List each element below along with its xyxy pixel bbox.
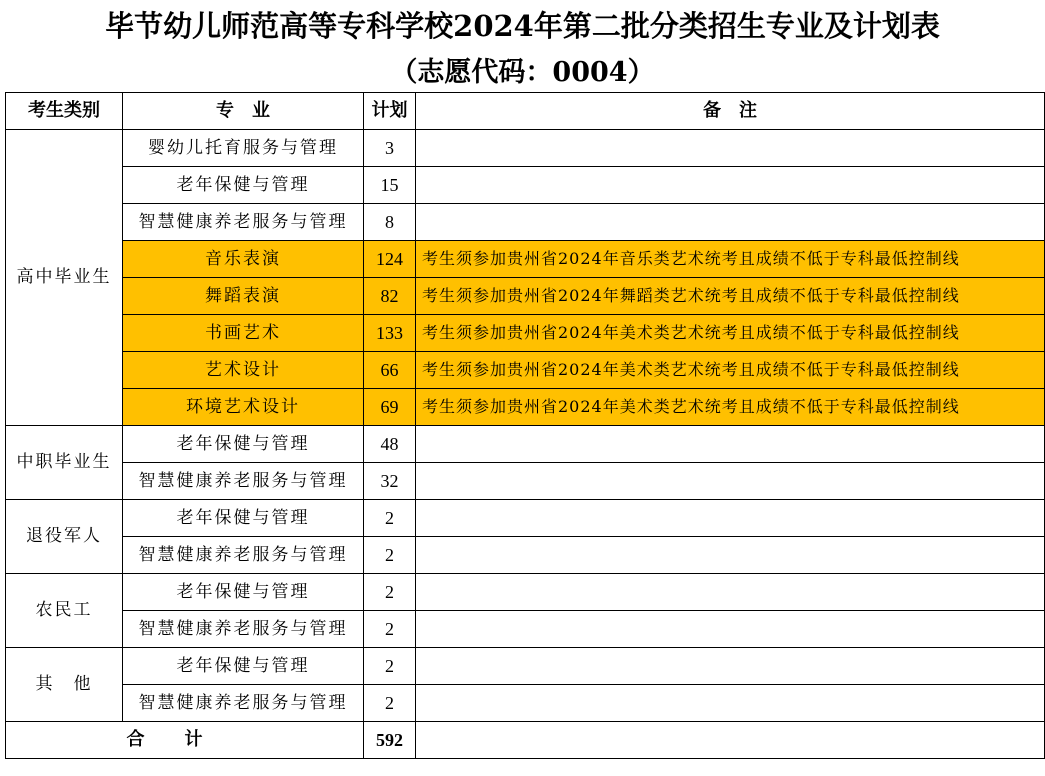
category-cell: 农民工	[6, 574, 123, 648]
plan-cell: 2	[364, 537, 416, 574]
major-cell: 音乐表演	[123, 241, 364, 278]
total-value: 592	[364, 722, 416, 759]
total-note-cell	[416, 722, 1045, 759]
major-cell: 老年保健与管理	[123, 500, 364, 537]
major-cell: 书画艺术	[123, 315, 364, 352]
note-cell: 考生须参加贵州省2024年美术类艺术统考且成绩不低于专科最低控制线	[416, 352, 1045, 389]
table-row	[6, 574, 1045, 611]
major-cell: 老年保健与管理	[123, 648, 364, 685]
header-major: 专 业	[123, 93, 364, 130]
category-cell: 退役军人	[6, 500, 123, 574]
table-row	[6, 537, 1045, 574]
page-title: 毕节幼儿师范高等专科学校2024年第二批分类招生专业及计划表	[105, 9, 940, 43]
plan-cell: 69	[364, 389, 416, 426]
note-cell	[416, 167, 1045, 204]
category-cell: 中职毕业生	[6, 426, 123, 500]
table-row	[6, 130, 1045, 167]
note-cell	[416, 130, 1045, 167]
plan-cell: 82	[364, 278, 416, 315]
table-row	[6, 204, 1045, 241]
table-row	[6, 611, 1045, 648]
note-cell: 考生须参加贵州省2024年音乐类艺术统考且成绩不低于专科最低控制线	[416, 241, 1045, 278]
category-cell: 高中毕业生	[6, 130, 123, 426]
plan-cell: 2	[364, 500, 416, 537]
plan-cell: 66	[364, 352, 416, 389]
major-cell: 老年保健与管理	[123, 167, 364, 204]
total-label: 合计	[6, 722, 364, 759]
note-cell	[416, 537, 1045, 574]
table-row	[6, 648, 1045, 685]
page-subtitle: （志愿代码：0004）	[390, 57, 655, 88]
note-cell	[416, 574, 1045, 611]
major-cell: 智慧健康养老服务与管理	[123, 204, 364, 241]
table-header-row	[6, 93, 1045, 130]
plan-cell: 32	[364, 463, 416, 500]
plan-cell: 2	[364, 574, 416, 611]
major-cell: 智慧健康养老服务与管理	[123, 611, 364, 648]
note-cell: 考生须参加贵州省2024年美术类艺术统考且成绩不低于专科最低控制线	[416, 315, 1045, 352]
note-cell	[416, 204, 1045, 241]
enrollment-plan-table	[5, 92, 1045, 759]
major-cell: 艺术设计	[123, 352, 364, 389]
note-cell	[416, 685, 1045, 722]
total-row	[6, 722, 1045, 759]
table-row	[6, 463, 1045, 500]
note-cell	[416, 426, 1045, 463]
plan-cell: 133	[364, 315, 416, 352]
major-cell: 老年保健与管理	[123, 426, 364, 463]
major-cell: 环境艺术设计	[123, 389, 364, 426]
note-cell	[416, 611, 1045, 648]
plan-cell: 48	[364, 426, 416, 463]
table-row	[6, 278, 1045, 315]
plan-cell: 2	[364, 611, 416, 648]
plan-cell: 2	[364, 685, 416, 722]
major-cell: 智慧健康养老服务与管理	[123, 537, 364, 574]
major-cell: 婴幼儿托育服务与管理	[123, 130, 364, 167]
table-row	[6, 685, 1045, 722]
header-plan: 计划	[364, 93, 416, 130]
table-row	[6, 241, 1045, 278]
table-row	[6, 315, 1045, 352]
note-cell: 考生须参加贵州省2024年舞蹈类艺术统考且成绩不低于专科最低控制线	[416, 278, 1045, 315]
major-cell: 舞蹈表演	[123, 278, 364, 315]
major-cell: 智慧健康养老服务与管理	[123, 463, 364, 500]
plan-cell: 3	[364, 130, 416, 167]
plan-cell: 124	[364, 241, 416, 278]
note-cell	[416, 648, 1045, 685]
major-cell: 老年保健与管理	[123, 574, 364, 611]
note-cell: 考生须参加贵州省2024年美术类艺术统考且成绩不低于专科最低控制线	[416, 389, 1045, 426]
header-category: 考生类别	[6, 93, 123, 130]
table-row	[6, 500, 1045, 537]
plan-cell: 8	[364, 204, 416, 241]
category-cell: 其 他	[6, 648, 123, 722]
note-cell	[416, 463, 1045, 500]
major-cell: 智慧健康养老服务与管理	[123, 685, 364, 722]
plan-cell: 15	[364, 167, 416, 204]
header-note: 备 注	[416, 93, 1045, 130]
table-row	[6, 167, 1045, 204]
table-row	[6, 352, 1045, 389]
table-row	[6, 389, 1045, 426]
plan-cell: 2	[364, 648, 416, 685]
table-body	[6, 130, 1045, 722]
note-cell	[416, 500, 1045, 537]
table-row	[6, 426, 1045, 463]
